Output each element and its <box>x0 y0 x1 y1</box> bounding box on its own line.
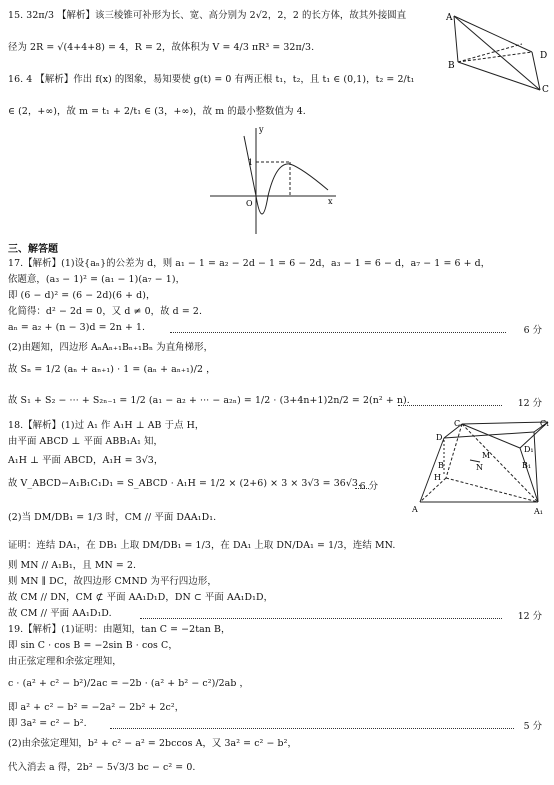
score-mark: 12 分 <box>517 398 542 409</box>
dotted-leader <box>398 405 502 406</box>
text-line: c · (a² + c² − b²)/2ac = −2b · (a² + b² − c²)/2ab ， <box>8 678 250 689</box>
axis-x: x <box>328 197 333 206</box>
label-a1: A₁ <box>534 507 543 516</box>
text-line: 则 MN // A₁B₁，且 MN = 2. <box>8 560 137 571</box>
score-mark: 6 分 <box>523 325 542 336</box>
text-line: 19.【解析】(1)证明：由题知，tan C = −2tan B， <box>8 624 231 635</box>
text-line: aₙ = a₂ + (n − 3)d = 2n + 1. <box>8 322 146 333</box>
text-line: 即 a² + c² − b² = −2a² − 2b² + 2c²， <box>8 702 185 713</box>
dotted-leader <box>110 728 514 729</box>
text-line: 由平面 ABCD ⊥ 平面 ABB₁A₁ 知， <box>8 436 164 447</box>
function-graph <box>210 124 340 236</box>
text-line: 依题意，(a₃ − 1)² = (a₁ − 1)(a₇ − 1)， <box>8 274 186 285</box>
text-line: 故 CM // DN，CM ⊄ 平面 AA₁D₁D，DN ⊂ 平面 AA₁D₁D， <box>8 592 274 603</box>
text-line: 即 (6 − d)² = (6 − 2d)(6 + d)， <box>8 290 156 301</box>
label-c: C <box>542 85 549 92</box>
text-line: 由正弦定理和余弦定理知， <box>8 656 122 667</box>
text-line: 故 V_ABCD−A₁B₁C₁D₁ = S_ABCD · A₁H = 1/2 × (2+6) × 3 × 3√3 = 36√3. <box>8 478 362 489</box>
text-line: 18.【解析】(1)过 A₁ 作 A₁H ⊥ AB 于点 H， <box>8 420 205 431</box>
text-line: 径为 2R = √(4+4+8) = 4，R = 2，故体积为 V = 4/3 πR³ = 32π/3. <box>8 42 315 53</box>
text-line: (2)由题知，四边形 AₙAₙ₊₁Bₙ₊₁Bₙ 为直角梯形， <box>8 342 214 353</box>
text-line: 化简得：d² − 2d = 0，又 d ≠ 0，故 d = 2. <box>8 306 203 317</box>
label-d: D <box>436 433 443 442</box>
text-line: 则 MN ∥ DC，故四边形 CMND 为平行四边形， <box>8 576 217 587</box>
label-b: B <box>448 61 455 71</box>
text-line: 16. 4 【解析】作出 f(x) 的图象，易知要使 g(t) = 0 有两正根 t₁，t₂，且 t₁ ∈ (0,1)，t₂ = 2/t₁ <box>8 74 415 85</box>
score-mark: 6 分 <box>359 481 378 492</box>
text-line: 即 3a² = c² − b². <box>8 718 87 729</box>
tetrahedron-figure <box>440 10 550 92</box>
section-heading: 三、解答题 <box>8 244 58 255</box>
label-b: B <box>438 461 444 470</box>
text-line: 17.【解析】(1)设{aₙ}的公差为 d，则 a₁ − 1 = a₂ − 2d − 1 = 6 − 2d，a₃ − 1 = 6 − d，a₇ − 1 = 6 + d， <box>8 258 491 269</box>
label-d1: D₁ <box>524 445 534 454</box>
label-b1: B₁ <box>522 461 532 470</box>
label-h: H <box>434 473 441 482</box>
label-a: A <box>446 13 453 23</box>
text-line: 故 Sₙ = 1/2 (aₙ + aₙ₊₁) · 1 = (aₙ + aₙ₊₁)/2 ， <box>8 364 216 375</box>
label-n: N <box>476 463 483 472</box>
text-line: 即 sin C · cos B = −2sin B · cos C， <box>8 640 178 651</box>
origin: O <box>246 199 253 208</box>
score-mark: 12 分 <box>517 611 542 622</box>
label-d: D <box>540 51 548 61</box>
text-line: (2)由余弦定理知，b² + c² − a² = 2bccos A，又 3a² = c² − b²， <box>8 738 297 749</box>
text-line: (2)当 DM/DB₁ = 1/3 时，CM // 平面 DAA₁D₁. <box>8 512 217 523</box>
label-m: M <box>482 451 491 460</box>
prism-figure <box>410 418 552 518</box>
text-line: 代入消去 a 得，2b² − 5√3/3 bc − c² = 0. <box>8 762 196 773</box>
text-line: 15. 32π/3 【解析】该三棱锥可补形为长、宽、高分别为 2√2，2，2 的长方体，故其外接圆直 <box>8 10 407 21</box>
text-line: 证明：连结 DA₁，在 DB₁ 上取 DM/DB₁ = 1/3，在 DA₁ 上取 DN/DA₁ = 1/3，连结 MN. <box>8 540 396 551</box>
label-a: A <box>412 505 418 514</box>
dotted-leader <box>140 618 502 619</box>
dotted-leader <box>170 332 506 333</box>
axis-y: y <box>259 125 264 134</box>
label-one: 1 <box>248 158 254 167</box>
text-line: 故 S₁ + S₂ − ··· + S₂ₙ₋₁ = 1/2 (a₁ − a₂ + ··· − a₂ₙ) = 1/2 · (3+4n+1)2n/2 = 2(n² + n). <box>8 395 410 406</box>
label-c1: C₁ <box>540 419 550 428</box>
label-c: C <box>454 419 461 428</box>
text-line: ∈ (2，+∞)，故 m = t₁ + 2/t₁ ∈ (3，+∞)，故 m 的最小整数值为 4. <box>8 106 306 117</box>
text-line: A₁H ⊥ 平面 ABCD，A₁H = 3√3， <box>8 455 164 466</box>
score-mark: 5 分 <box>523 721 542 732</box>
text-line: 故 CM // 平面 AA₁D₁D. <box>8 608 112 619</box>
